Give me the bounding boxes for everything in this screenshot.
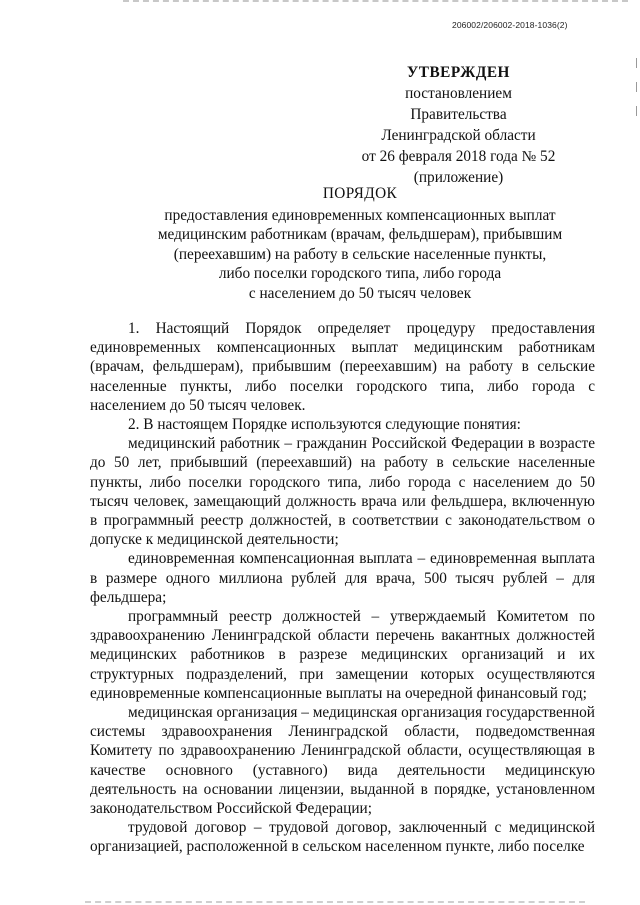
scan-edge-bottom xyxy=(85,901,585,905)
approval-line-4: (приложение) xyxy=(413,169,504,186)
title-line: либо поселки городского типа, либо города xyxy=(218,265,502,283)
title-line: (переехавшим) на работу в сельские населенные пункты, xyxy=(173,245,547,263)
document-code: 206002/206002-2018-1036(2) xyxy=(452,20,568,30)
paragraph: программный реестр должностей – утверждаемый Комитетом по здравоохранению Ленинградской области перечень вакантных должностей медицинских работников в разрезе медицинских организаций и их структурных подразделений, при замещении которых осуществляются единовременные компенсационные выплаты на очередной финансовый год; xyxy=(90,608,595,702)
paragraph: трудовой договор – трудовой договор, заключенный с медицинской организацией, расположенной в сельском населенном пункте, либо поселке xyxy=(90,819,595,856)
paragraph: медицинская организация – медицинская организация государственной системы здравоохранения Ленинградской области, подведомственная Комитету по здравоохранению Ленинградской области, осуществляющая в качестве основного (уставного) вида деятельности медицинскую деятельность на основании лицензии, выданной в порядке, установленном законодательством Российской Федерации; xyxy=(90,704,595,818)
title-line: медицинским работникам (врачам, фельдшерам), прибывшим xyxy=(157,226,563,244)
title-line: предоставления единовременных компенсационных выплат xyxy=(164,206,556,224)
approval-line-1: постановлением Правительства xyxy=(405,85,512,123)
approval-line-3: от 26 февраля 2018 года № 52 xyxy=(361,148,556,165)
title-heading: ПОРЯДОК xyxy=(322,185,398,202)
paragraph: единовременная компенсационная выплата – единовременная выплата в размере одного миллиона рублей для врача, 500 тысяч рублей – для фельдшера; xyxy=(90,550,595,606)
approval-block xyxy=(356,62,561,188)
document-title xyxy=(120,184,600,304)
paragraph: 1. Настоящий Порядок определяет процедуру предоставления единовременных компенсационных выплат медицинским работникам (врачам, фельдшерам), прибывшим (переехавшим) на работу в сельские населенные пункты, либо поселки городского типа, либо города с населением до 50 тысяч человек. xyxy=(90,320,595,414)
title-line: с населением до 50 тысяч человек xyxy=(248,284,472,302)
scan-edge-marks xyxy=(636,58,638,128)
scan-edge-top xyxy=(123,0,628,4)
document-body xyxy=(90,319,595,857)
approval-label: УТВЕРЖДЕН xyxy=(407,64,510,81)
paragraph: медицинский работник – гражданин Российской Федерации в возрасте до 50 лет, прибывший (переехавший) на работу в сельские населенные пункты, либо поселки городского типа, либо города с населением до 50 тысяч человек, замещающий должность врача или фельдшера, включенную в программный реестр должностей, в соответствии с законодательством о допуске к медицинской деятельности; xyxy=(90,435,595,549)
approval-line-2: Ленинградской области xyxy=(381,127,536,144)
paragraph: 2. В настоящем Порядке используются следующие понятия: xyxy=(128,416,521,434)
